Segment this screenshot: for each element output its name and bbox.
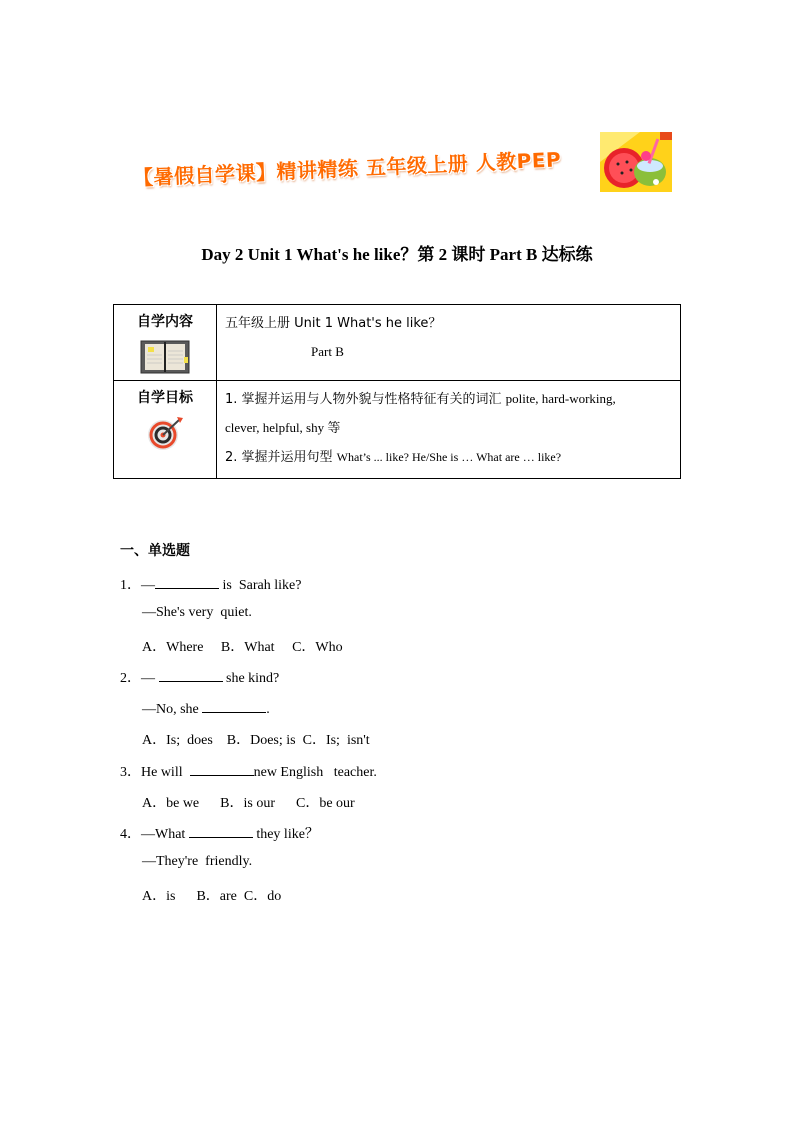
goal-1-words-cont: clever, helpful, shy [225,420,328,435]
banner-title: 【暑假自学课】精讲精练 五年级上册 人教PEP [132,147,562,190]
goal-2-text: What’s ... like? He/She is … What are … like? [336,450,562,464]
content-cell [217,305,681,381]
goal-1-words: polite, hard-working, [505,391,616,406]
section-heading: 一、单选题 [120,543,190,559]
goal-1-suffix: 等 [327,421,341,436]
banner [132,147,593,200]
table-row [114,305,681,381]
content-line-1: 五年级上册 Unit 1 What's he like？ [225,316,442,331]
goal-label-cell [114,381,217,479]
summer-drink-illustration [600,132,672,192]
answer-blank [190,761,254,776]
question-4-options: A．is B．are C．do [142,889,282,904]
notebook-icon [140,339,190,375]
goal-2-prefix: 2. 掌握并运用句型 [225,450,337,465]
table-row [114,381,681,479]
answer-blank [155,574,219,589]
question-2-reply: —No, she . [142,698,270,718]
page-title: Day 2 Unit 1 What's he like？第 2 课时 Part B 达标练 [201,245,593,264]
question-1-reply: —She's very quiet. [142,605,252,620]
goal-label: 自学目标 [137,390,193,406]
goal-cell [217,381,681,479]
question-4-reply: —They're friendly. [142,854,253,869]
question-1-options: A．Where B．What C．Who [142,640,343,655]
content-line-2: Part B [311,344,344,359]
content-label-cell [114,305,217,381]
question-3: 3．He will new English teacher. [120,761,377,781]
goal-1-prefix: 1. 掌握并运用与人物外貌与性格特征有关的词汇 [225,392,506,407]
question-3-options: A．be we B．is our C．be our [142,796,355,811]
answer-blank [189,823,253,838]
content-label: 自学内容 [137,314,193,330]
answer-blank [202,698,266,713]
question-1: 1．— is Sarah like? [120,574,301,594]
target-icon [145,415,185,451]
answer-blank [159,667,223,682]
question-2-options: A．Is; does B．Does; is C．Is; isn't [142,733,370,748]
study-info-table [113,304,681,479]
question-4: 4．—What they like？ [120,823,319,843]
question-2: 2．— she kind? [120,667,279,687]
